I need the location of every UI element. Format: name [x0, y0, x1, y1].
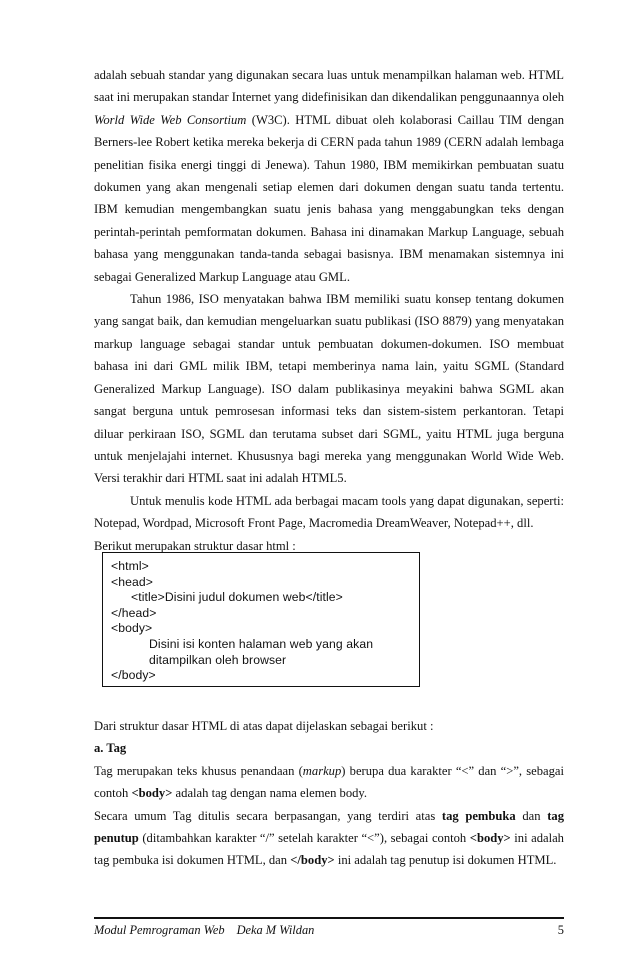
paragraph-text: dan	[515, 808, 548, 823]
paragraph-text: adalah tag dengan nama elemen body.	[172, 786, 368, 801]
paragraph-text: ini adalah tag penutup isi dokumen HTML.	[334, 853, 557, 868]
code-line: <title>Disini judul dokumen web</title>	[131, 590, 343, 605]
code-line: </body>	[111, 668, 156, 683]
code-line: Disini isi konten halaman web yang akan	[149, 636, 374, 651]
w3c-italic: World Wide Web Consortium	[94, 112, 247, 127]
markup-italic: markup	[302, 763, 342, 778]
paragraph-text: Secara umum Tag ditulis secara berpasangan, yang terdiri atas	[94, 808, 442, 823]
paragraph-tag-definition	[94, 760, 564, 805]
paragraph-iso-sgml: Tahun 1986, ISO menyatakan bahwa IBM memiliki suatu konsep tentang dokumen yang sangat baik, dan kemudian mengeluarkan suatu publikasi (ISO 8879) yang menyatakan markup language sebagai standar untuk pembuatan dokumen-dokumen. ISO membuat bahasa ini dari GML milik IBM, tetapi memberinya nama lain, yaitu SGML (Standard Generalized Markup Language). ISO dalam publikasinya meyakini bahwa SGML akan sangat berguna untuk pemrosesan informasi teks dan sistem-sistem perkantoran. Tetapi diluar perkiraan ISO, SGML dan terutama subset dari SGML, yaitu HTML juga berguna untuk menjelajahi internet. Khususnya bagi mereka yang menggunakan World Wide Web. Versi terakhir dari HTML saat ini adalah HTML5.	[94, 292, 564, 486]
body-text-top	[94, 64, 564, 557]
paragraph-text: ini adalah tag pembuka isi dokumen HTML, dan	[94, 831, 564, 868]
code-line: ditampilkan oleh browser	[149, 652, 287, 667]
paragraph-text: Tag merupakan teks khusus penandaan (	[94, 763, 303, 778]
heading-tag-text: a. Tag	[94, 741, 127, 756]
body-tag-bold: <body>	[131, 786, 173, 801]
page-number: 5	[557, 923, 564, 937]
paragraph-text: (W3C). HTML dibuat oleh kolaborasi Caillau TIM dengan Berners-lee Robert ketika mereka bekerja di CERN pada tahun 1989 (CERN adalah lembaga penelitian fisika energi tinggi di Jenewa). Tahun 1980, IBM memikirkan pembuatan suatu dokumen yang akan mengenali setiap elemen dari dokumen dengan suatu tanda tertentu. IBM kemudian mengembangkan suatu jenis bahasa yang menggabungkan teks dengan perintah-perintah pemformatan dokumen. Bahasa ini dinamakan Markup Language, sebuah bahasa yang menggunakan tanda-tanda sebagai basisnya. IBM menamakan sistemnya ini sebagai Generalized Markup Language atau GML.	[94, 112, 564, 284]
page-footer	[94, 923, 564, 938]
code-line: <html>	[111, 559, 149, 573]
paragraph-html-history	[94, 64, 564, 288]
body-close-tag-bold: </body>	[290, 853, 335, 868]
code-line: </head>	[111, 605, 157, 620]
code-line: <head>	[111, 574, 153, 589]
paragraph-text: ) berupa dua karakter “<” dan “>”, sebagai contoh	[94, 763, 564, 801]
paragraph-explanation-intro: Dari struktur dasar HTML di atas dapat dijelaskan sebagai berikut :	[94, 719, 434, 733]
body-open-tag-bold: <body>	[469, 831, 511, 846]
footer-author: Deka M Wildan	[236, 923, 315, 937]
footer-divider	[94, 917, 564, 919]
paragraph-text: adalah sebuah standar yang digunakan secara luas untuk menampilkan halaman web. HTML saat ini merupakan standar Internet yang didefinisikan dan dikendalikan penggunaannya oleh	[94, 68, 565, 105]
tag-penutup-bold: tag penutup	[94, 808, 564, 846]
html-structure-code-box	[102, 552, 420, 687]
paragraph-tools: Untuk menulis kode HTML ada berbagai macam tools yang dapat digunakan, seperti: Notepad, Wordpad, Microsoft Front Page, Macromedia DreamWeaver, Notepad++, dll.	[94, 493, 564, 531]
tag-pembuka-bold: tag pembuka	[441, 808, 516, 823]
paragraph-structure-intro: Berikut merupakan struktur dasar html :	[94, 538, 296, 553]
paragraph-text: (ditambahkan karakter “/” setelah karakter “<”), sebagai contoh	[138, 831, 470, 846]
footer-module-title: Modul Pemrograman Web	[94, 923, 225, 937]
body-text-bottom	[94, 715, 564, 872]
heading-tag	[94, 737, 564, 759]
paragraph-tag-pairs	[94, 805, 564, 872]
code-line: <body>	[111, 621, 153, 636]
